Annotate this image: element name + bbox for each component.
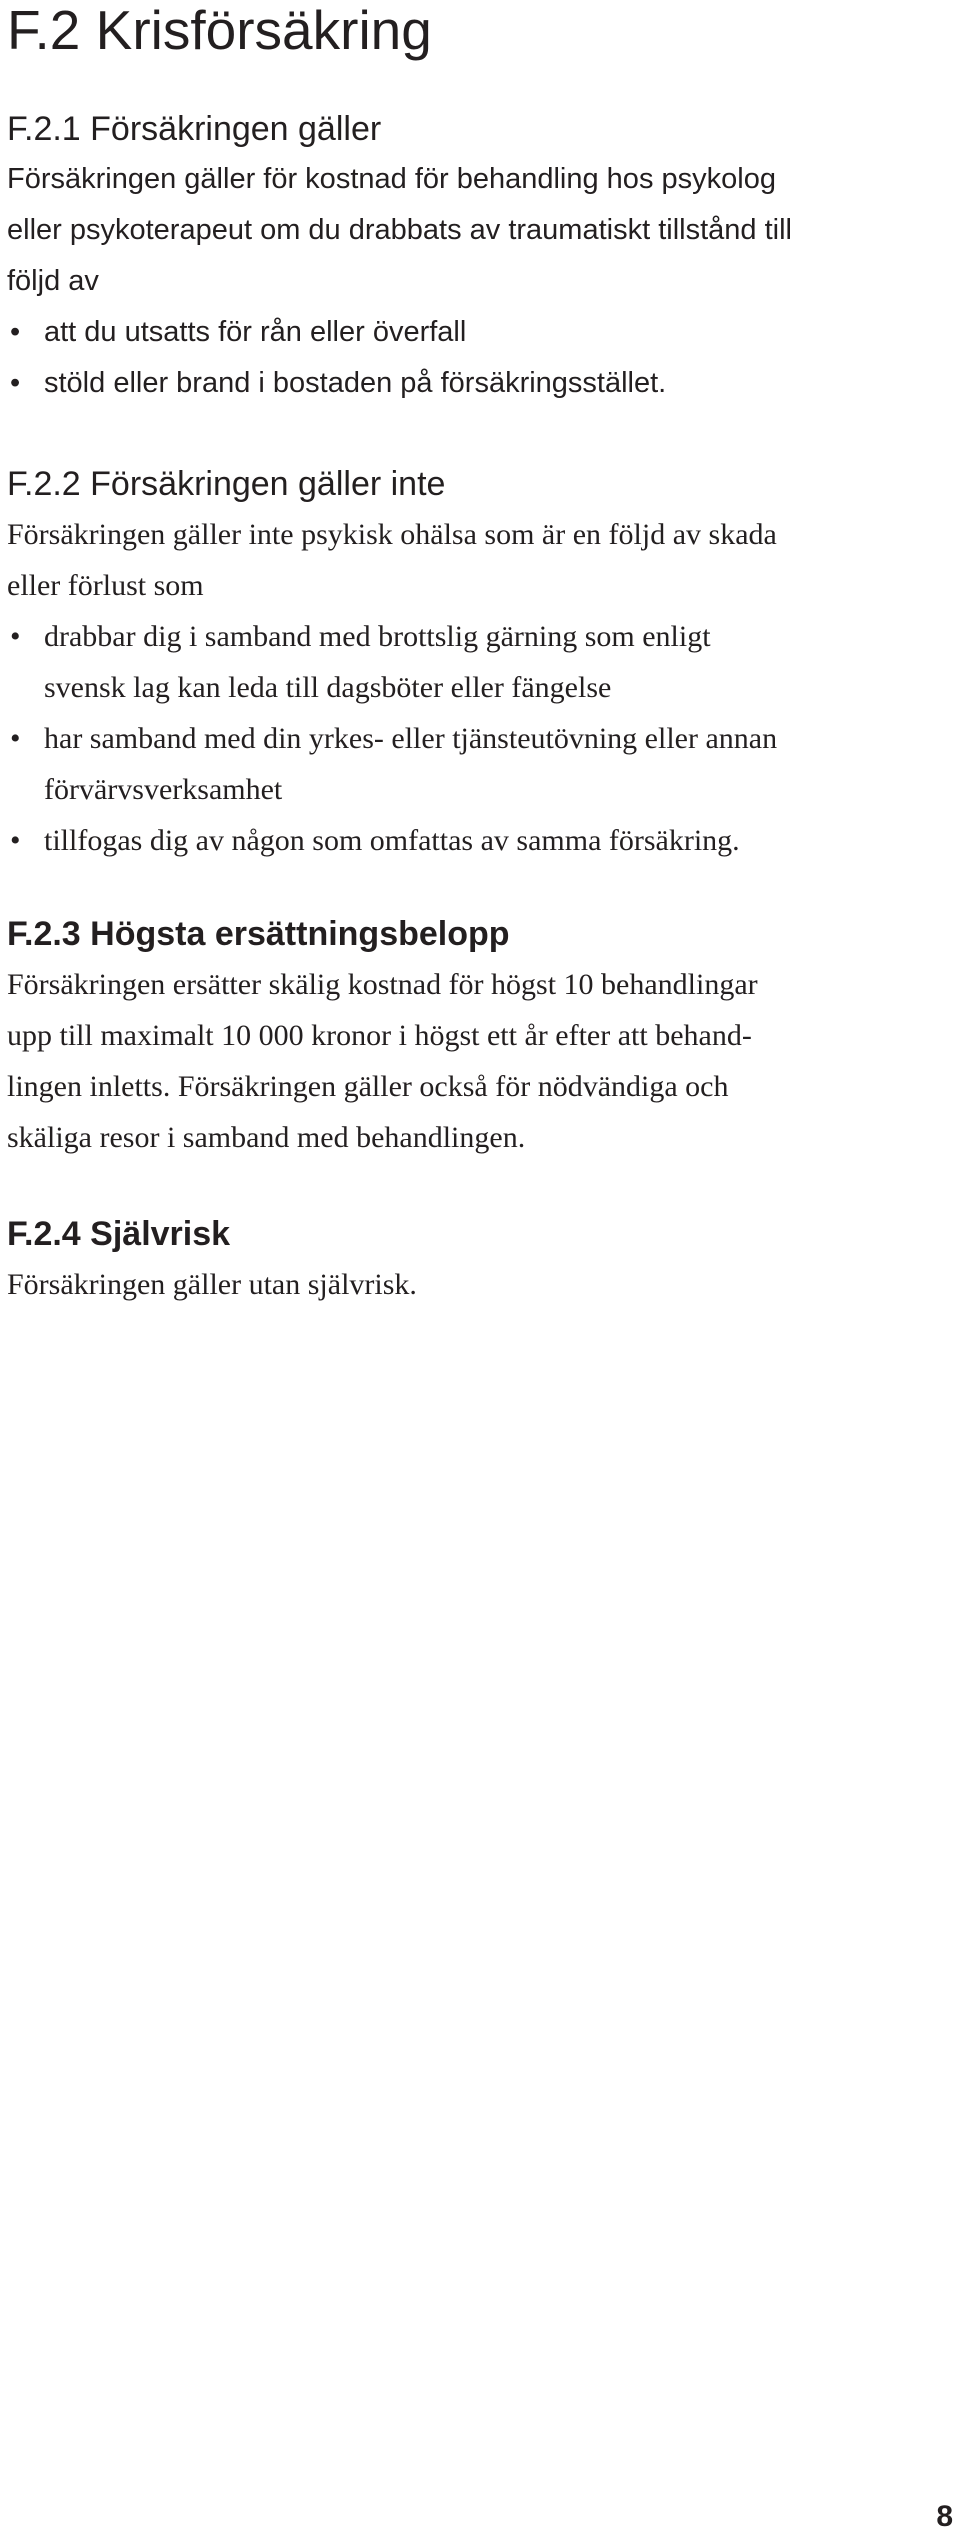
body-line: Försäkringen gäller utan självrisk. [7, 1268, 417, 1301]
list-item [7, 307, 907, 358]
bullet-icon: • [10, 824, 21, 857]
bullet-list [7, 307, 907, 409]
body-line: Försäkringen ersätter skälig kostnad för högst 10 behandlingar [7, 968, 758, 1001]
bullet-list [7, 611, 907, 866]
list-item-text: stöld eller brand i bostaden på försäkringsstället. [44, 367, 667, 399]
section-heading: F.2.2 Försäkringen gäller inte [7, 465, 446, 503]
list-item [7, 713, 907, 815]
section-forsakringen-galler [7, 107, 907, 409]
section-heading: F.2.4 Självrisk [7, 1215, 231, 1253]
body-line: skäliga resor i samband med behandlingen. [7, 1121, 526, 1154]
bullet-icon: • [10, 367, 21, 399]
bullet-icon: • [10, 316, 21, 348]
section-heading: F.2.3 Högsta ersättningsbelopp [7, 915, 510, 953]
bullet-icon: • [10, 620, 21, 653]
body-line: lingen inletts. Försäkringen gäller också för nödvändiga och [7, 1070, 729, 1103]
list-item [7, 358, 907, 409]
list-item-text: förvärvsverksamhet [44, 773, 283, 806]
list-item-text: tillfogas dig av någon som omfattas av samma försäkring. [44, 824, 740, 857]
section-hogsta-ersattningsbelopp [7, 912, 907, 1163]
body-line: följd av [7, 265, 99, 297]
section-sjalvrisk [7, 1212, 907, 1310]
body-line: Försäkringen gäller för kostnad för behandling hos psykolog [7, 163, 776, 195]
bullet-icon: • [10, 722, 21, 755]
list-item [7, 611, 907, 713]
list-item-text: svensk lag kan leda till dagsböter eller fängelse [44, 671, 612, 704]
list-item-text: har samband med din yrkes- eller tjänsteutövning eller annan [44, 722, 778, 755]
page-number: 8 [936, 2500, 953, 2533]
body-line: eller förlust som [7, 569, 204, 602]
list-item [7, 815, 907, 866]
list-item-text: drabbar dig i samband med brottslig gärning som enligt [44, 620, 711, 653]
body-line: upp till maximalt 10 000 kronor i högst ett år efter att behand- [7, 1019, 752, 1052]
body-line: eller psykoterapeut om du drabbats av traumatiskt tillstånd till [7, 214, 792, 246]
body-line: Försäkringen gäller inte psykisk ohälsa som är en följd av skada [7, 518, 777, 551]
list-item-text: att du utsatts för rån eller överfall [44, 316, 467, 348]
page-title: F.2 Krisförsäkring [7, 0, 432, 61]
section-forsakringen-galler-inte [7, 462, 907, 866]
section-heading: F.2.1 Försäkringen gäller [7, 110, 382, 148]
